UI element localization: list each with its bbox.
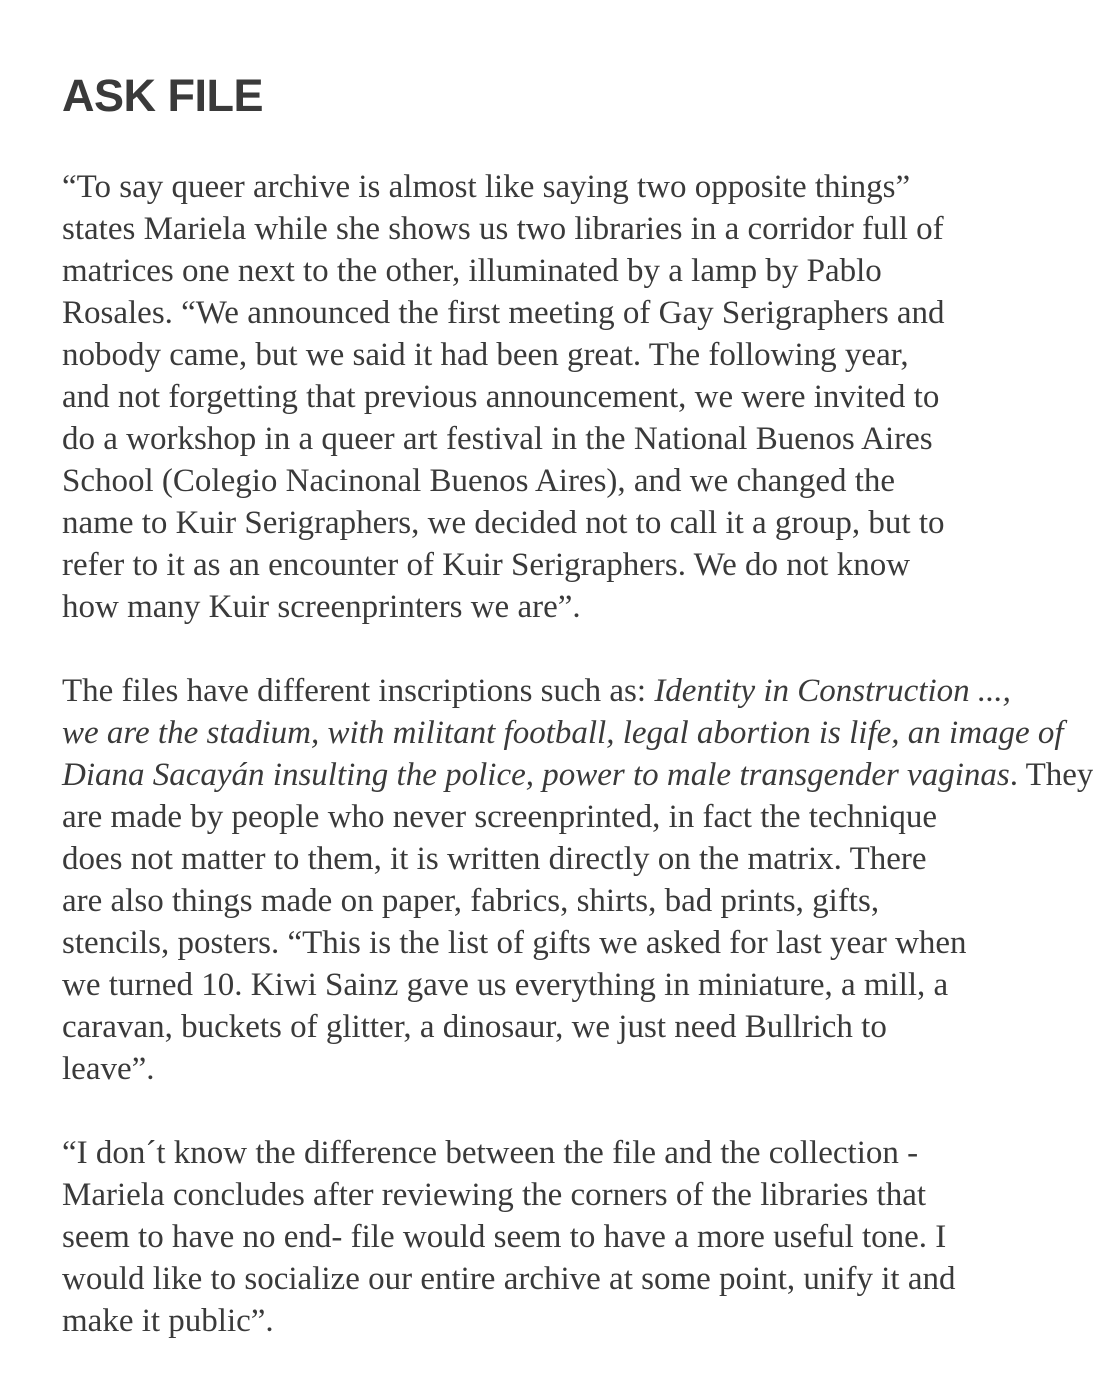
article-title: ASK FILE <box>62 70 264 121</box>
text-run: The files have different inscriptions such as: <box>62 673 655 709</box>
text-line: how many Kuir screenprinters we are”. <box>62 589 581 625</box>
text-line: matrices one next to the other, illuminated by a lamp by Pablo <box>62 253 882 289</box>
text-line <box>62 670 1011 712</box>
italic-inscription: we are the stadium, with militant football, legal abortion is life, an image of <box>62 715 1064 751</box>
text-line: are also things made on paper, fabrics, shirts, bad prints, gifts, <box>62 883 880 919</box>
paragraph-1 <box>62 166 997 628</box>
text-line <box>62 754 1093 796</box>
text-line: states Mariela while she shows us two libraries in a corridor full of <box>62 211 944 247</box>
text-line: “I don´t know the difference between the file and the collection - <box>62 1135 919 1171</box>
text-line: would like to socialize our entire archive at some point, unify it and <box>62 1261 956 1297</box>
text-line: refer to it as an encounter of Kuir Serigraphers. We do not know <box>62 547 911 583</box>
text-line: stencils, posters. “This is the list of gifts we asked for last year when <box>62 925 967 961</box>
text-line: Mariela concludes after reviewing the corners of the libraries that <box>62 1177 927 1213</box>
text-line: make it public”. <box>62 1303 274 1339</box>
text-line: are made by people who never screenprinted, in fact the technique <box>62 799 938 835</box>
text-line: we turned 10. Kiwi Sainz gave us everything in miniature, a mill, a <box>62 967 949 1003</box>
text-line: School (Colegio Nacinonal Buenos Aires), and we changed the <box>62 463 896 499</box>
text-line: name to Kuir Serigraphers, we decided not to call it a group, but to <box>62 505 945 541</box>
text-line: do a workshop in a queer art festival in the National Buenos Aires <box>62 421 933 457</box>
text-line <box>62 712 1064 754</box>
text-line: leave”. <box>62 1051 155 1087</box>
text-run: . They <box>1009 757 1093 793</box>
text-line: seem to have no end- file would seem to have a more useful tone. I <box>62 1219 947 1255</box>
text-line: caravan, buckets of glitter, a dinosaur, we just need Bullrich to <box>62 1009 887 1045</box>
paragraph-3 <box>62 1132 997 1342</box>
text-line: “To say queer archive is almost like saying two opposite things” <box>62 169 911 205</box>
text-line: and not forgetting that previous announcement, we were invited to <box>62 379 940 415</box>
paragraph-2 <box>62 670 1093 1090</box>
text-line: does not matter to them, it is written directly on the matrix. There <box>62 841 927 877</box>
italic-inscription: Diana Sacayán insulting the police, power to male transgender vaginas <box>62 757 1010 793</box>
italic-inscription: Identity in Construction ..., <box>654 673 1011 709</box>
text-line: Rosales. “We announced the first meeting of Gay Serigraphers and <box>62 295 945 331</box>
article <box>62 0 1093 1342</box>
text-line: nobody came, but we said it had been great. The following year, <box>62 337 909 373</box>
